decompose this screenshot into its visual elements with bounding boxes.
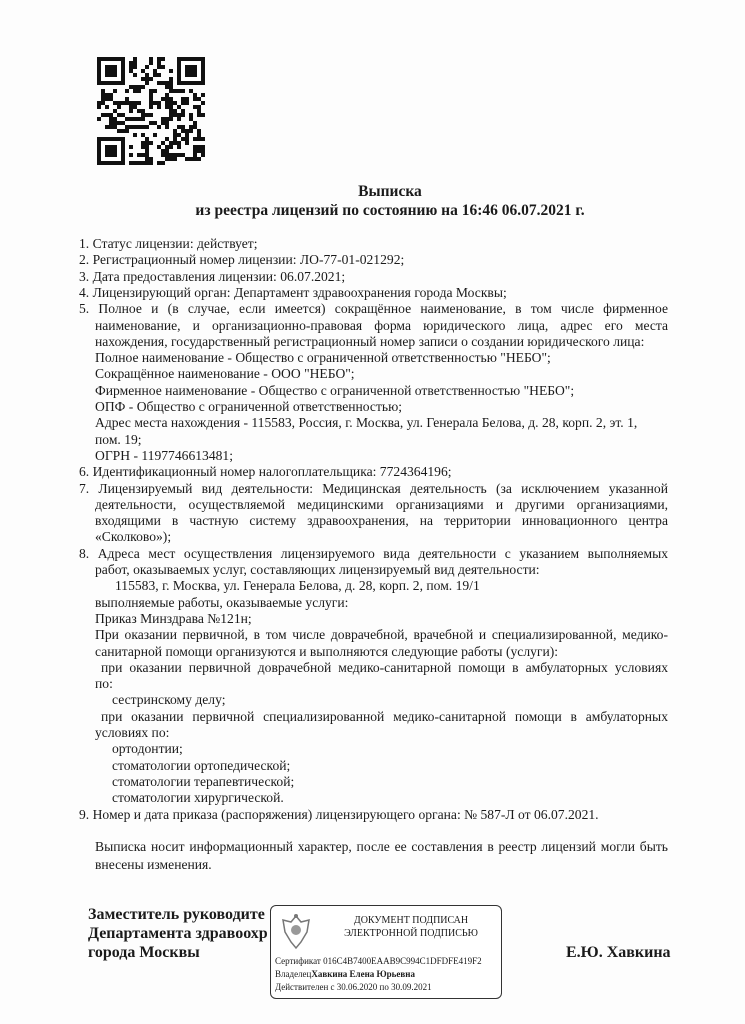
- stamp-header-line: ЭЛЕКТРОННОЙ ПОДПИСЬЮ: [344, 928, 478, 939]
- body-line: 7. Лицензируемый вид деятельности: Медицинская деятельность (за исключением указанной: [79, 480, 668, 496]
- body-line: деятельности, осуществляемой медицинскими организациями и другими организациями,: [95, 496, 668, 512]
- body-line: 2. Регистрационный номер лицензии: ЛО-77-01-021292;: [79, 252, 405, 268]
- body-line: санитарной помощи организуются и выполняются следующие работы (услуги):: [95, 643, 559, 659]
- signer-name: Е.Ю. Хавкина: [566, 944, 671, 961]
- body-line: входящими в частную систему здравоохранения, на территории инновационного центра: [95, 513, 668, 529]
- body-line: сестринскому делу;: [112, 692, 226, 708]
- body-line: наименование, и организационно-правовая форма юридического лица, адрес его места: [95, 317, 668, 333]
- e-signature-stamp: [270, 905, 502, 999]
- body-line: При оказании первичной, в том числе доврачебной, врачебной и специализированной, медико-: [95, 627, 668, 643]
- body-line: «Сколково»);: [95, 529, 172, 545]
- note-line: Выписка носит информационный характер, после ее составления в реестр лицензий могли быть: [95, 839, 668, 854]
- signer-position: Заместитель руководите: [88, 906, 265, 923]
- body-line: Сокращённое наименование - ООО "НЕБО";: [95, 366, 355, 382]
- body-line: условиях по:: [95, 725, 170, 740]
- stamp-certificate: Сертификат 016C4B7400EAAB9C994C1DFDFE419F2: [275, 956, 482, 966]
- body-line: нахождения, государственный регистрационный номер записи о создании юридического лица:: [95, 333, 645, 349]
- body-line: 5. Полное и (в случае, если имеется) сокращённое наименование, в том числе фирменное: [79, 301, 668, 317]
- body-line: Адрес места нахождения - 115583, Россия, г. Москва, ул. Генерала Белова, д. 28, корп. 2, эт. 1,: [95, 415, 638, 431]
- stamp-validity: Действителен с 30.06.2020 по 30.09.2021: [275, 982, 432, 992]
- body-line: работ, оказываемых услуг, составляющих лицензируемый вид деятельности:: [95, 562, 540, 577]
- stamp-owner-label: Владелец: [275, 969, 312, 979]
- stamp-owner: [275, 969, 415, 979]
- body-line: 4. Лицензирующий орган: Департамент здравоохранения города Москвы;: [79, 284, 507, 300]
- body-line: 3. Дата предоставления лицензии: 06.07.2021;: [79, 268, 346, 284]
- body-line: ОГРН - 1197746613481;: [95, 447, 234, 463]
- body-line: при оказании первичной специализированной медико-санитарной помощи в амбулаторных: [101, 708, 668, 724]
- body-line: 8. Адреса мест осуществления лицензируемого вида деятельности с указанием выполняемых: [79, 545, 668, 561]
- body-line: пом. 19;: [95, 431, 142, 447]
- body-line: по:: [95, 676, 113, 692]
- body-line: стоматологии хирургической.: [112, 790, 284, 806]
- body-line: 115583, г. Москва, ул. Генерала Белова, д. 28, корп. 2, пом. 19/1: [115, 578, 480, 594]
- document-title: Выписка: [358, 183, 422, 200]
- stamp-owner-name: Хавкина Елена Юрьевна: [311, 969, 415, 979]
- signer-department: Департамента здравоохр: [88, 925, 268, 942]
- body-line: 1. Статус лицензии: действует;: [79, 236, 258, 251]
- body-line: стоматологии ортопедической;: [112, 757, 291, 773]
- body-line: Полное наименование - Общество с ограниченной ответственностью "НЕБО";: [95, 350, 551, 366]
- note-line: внесены изменения.: [95, 857, 212, 872]
- stamp-header: [331, 914, 491, 940]
- body-line: Фирменное наименование - Общество с ограниченной ответственностью "НЕБО";: [95, 382, 575, 398]
- body-line: выполняемые работы, оказываемые услуги:: [95, 594, 349, 610]
- signer-city: города Москвы: [88, 944, 200, 961]
- body-line: при оказании первичной доврачебной медико-санитарной помощи в амбулаторных условиях: [101, 659, 668, 675]
- body-line: 6. Идентификационный номер налогоплательщика: 7724364196;: [79, 464, 452, 480]
- body-line: ОПФ - Общество с ограниченной ответственностью;: [95, 399, 403, 414]
- body-line: 9. Номер и дата приказа (распоряжения) лицензирующего органа: № 587-Л от 06.07.2021.: [79, 806, 599, 822]
- body-line: ортодонтии;: [112, 741, 183, 757]
- stamp-header-line: ДОКУМЕНТ ПОДПИСАН: [353, 915, 469, 926]
- coat-of-arms-icon: [279, 912, 313, 952]
- body-line: стоматологии терапевтической;: [112, 773, 295, 789]
- body-line: Приказ Минздрава №121н;: [95, 610, 252, 626]
- qr-code: [97, 57, 205, 165]
- document-subtitle: из реестра лицензий по состоянию на 16:46 06.07.2021 г.: [195, 202, 585, 219]
